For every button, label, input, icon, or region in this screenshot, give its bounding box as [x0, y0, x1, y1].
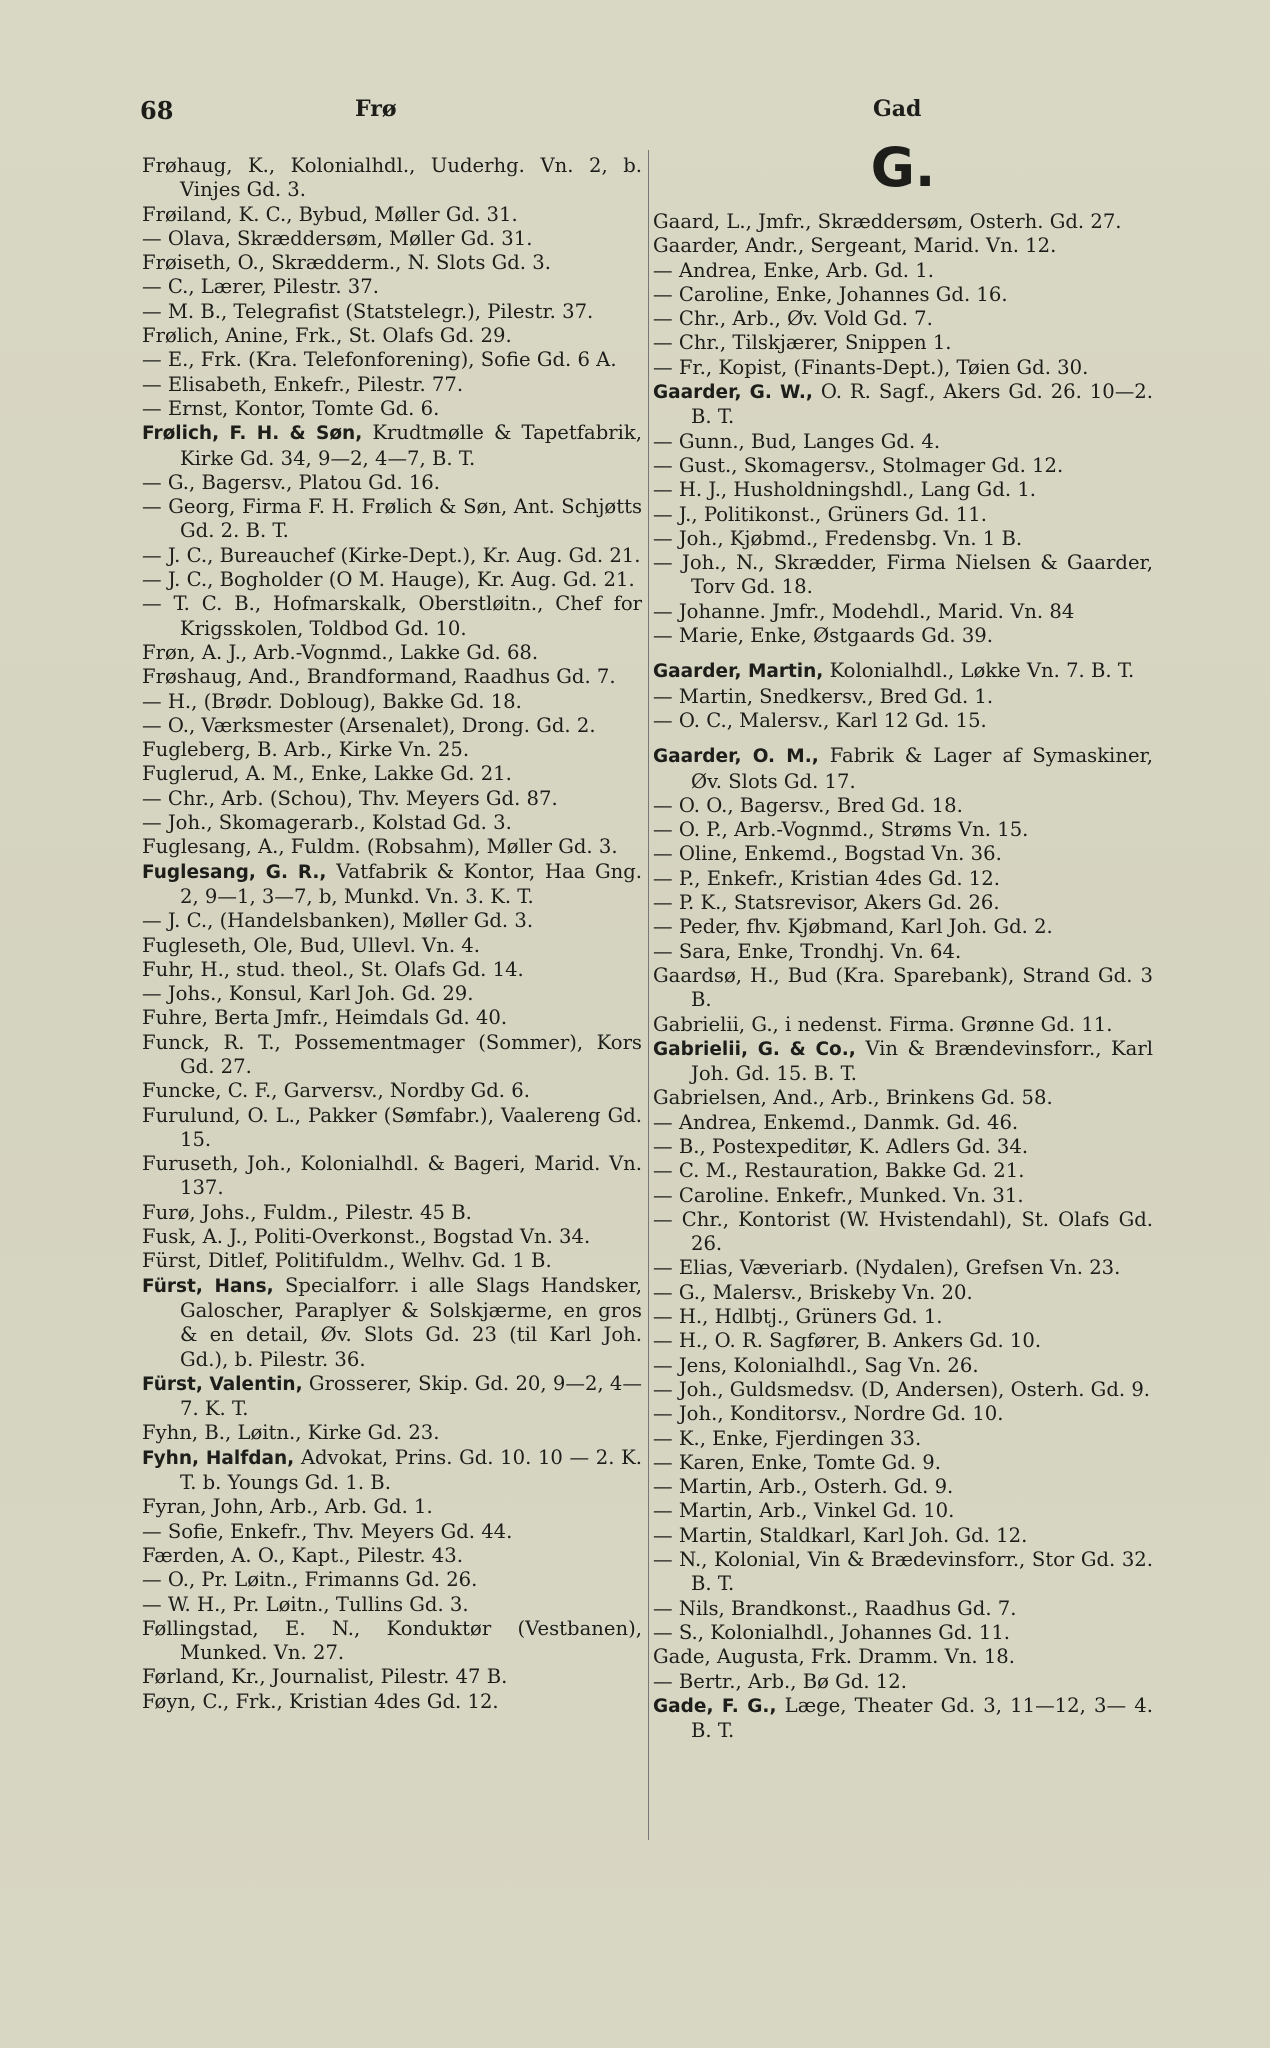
right-column [653, 132, 1153, 1743]
entry-text: — Caroline. Enkefr., Munked. Vn. 31. [653, 1183, 1024, 1207]
directory-entry [142, 1421, 642, 1445]
directory-entry [142, 495, 642, 544]
directory-entry [653, 659, 1153, 684]
directory-entry [653, 1184, 1153, 1208]
directory-entry [653, 331, 1153, 355]
directory-entry [142, 1568, 642, 1592]
directory-entry [142, 1665, 642, 1689]
entry-text: — Sara, Enke, Trondhj. Vn. 64. [653, 939, 962, 963]
directory-entry [653, 234, 1153, 258]
directory-entry [142, 568, 642, 592]
directory-entry [653, 867, 1153, 891]
directory-entry [142, 787, 642, 811]
entry-text: — K., Enke, Fjerdingen 33. [653, 1426, 922, 1450]
entry-text: — G., Malersv., Briskeby Vn. 20. [653, 1280, 973, 1304]
directory-entry [653, 1135, 1153, 1159]
directory-entry [142, 1006, 642, 1030]
entry-text: — Fr., Kopist, (Finants-Dept.), Tøien Gd. 30. [653, 355, 1089, 379]
entry-text: Fuhre, Berta Jmfr., Heimdals Gd. 40. [142, 1006, 508, 1030]
entry-text: Frøiland, K. C., Bybud, Møller Gd. 31. [142, 202, 518, 226]
entry-text: Fabrik & Lager af Symaskiner, Øv. Slots Gd. 17. [691, 744, 1153, 793]
directory-entry [142, 1225, 642, 1249]
directory-entry [653, 915, 1153, 939]
entry-text: Fuglesang, A., Fuldm. (Robsahm), Møller Gd. 3. [142, 835, 618, 859]
entry-text: — J. C., Bogholder (O M. Hauge), Kr. Aug. Gd. 21. [142, 568, 635, 592]
directory-entry [653, 503, 1153, 527]
entry-text: — Andrea, Enke, Arb. Gd. 1. [653, 258, 934, 282]
directory-entry [653, 259, 1153, 283]
directory-entry [142, 1152, 642, 1201]
directory-entry [653, 891, 1153, 915]
entry-name-bold: Gabrielii, G. & Co., [653, 1038, 856, 1060]
directory-entry [142, 1274, 642, 1372]
entry-text: O. R. Sagf., Akers Gd. 26. 10—2. B. T. [691, 380, 1153, 429]
entry-name-bold: Fürst, Hans, [142, 1275, 274, 1297]
directory-entry [653, 1548, 1153, 1597]
directory-entry [653, 1329, 1153, 1353]
entry-text: Specialforr. i alle Slags Handsker, Galoscher, Paraplyer & Solskjærme, en gros & en detail, Øv. Slots Gd. 23 (til Karl Joh. Gd.), b. Pilestr. 36. [180, 1273, 642, 1371]
directory-entry [142, 690, 642, 714]
entry-text: Gaardsø, H., Bud (Kra. Sparebank), Strand Gd. 3 B. [653, 963, 1153, 1012]
entry-text: Kolonialhdl., Løkke Vn. 7. B. T. [823, 659, 1135, 683]
entry-text: — Martin, Staldkarl, Karl Joh. Gd. 12. [653, 1523, 1028, 1547]
directory-entry [653, 454, 1153, 478]
entry-text: — M. B., Telegrafist (Statstelegr.), Pilestr. 37. [142, 299, 594, 323]
directory-entry [142, 154, 642, 203]
entry-text: Færden, A. O., Kapt., Pilestr. 43. [142, 1543, 463, 1567]
entry-text: — P. K., Statsrevisor, Akers Gd. 26. [653, 891, 1000, 915]
entry-text: — Ernst, Kontor, Tomte Gd. 6. [142, 396, 440, 420]
directory-entry [142, 544, 642, 568]
directory-entry [653, 1208, 1153, 1257]
entry-text: — S., Kolonialhdl., Johannes Gd. 11. [653, 1620, 1011, 1644]
directory-entry [142, 275, 642, 299]
directory-entry [142, 1446, 642, 1496]
directory-entry [653, 818, 1153, 842]
directory-entry [142, 397, 642, 421]
entry-text: — Jens, Kolonialhdl., Sag Vn. 26. [653, 1353, 979, 1377]
entry-text: Funcke, C. F., Garversv., Nordby Gd. 6. [142, 1079, 530, 1103]
entry-name-bold: Gade, F. G., [653, 1695, 777, 1717]
directory-entry [142, 714, 642, 738]
left-guide-word: Frø [355, 96, 397, 122]
directory-entry [653, 527, 1153, 551]
entry-text: — O. P., Arb.-Vognmd., Strøms Vn. 15. [653, 818, 1029, 842]
entry-text: — Peder, fhv. Kjøbmand, Karl Joh. Gd. 2. [653, 915, 1053, 939]
directory-entry [653, 1451, 1153, 1475]
directory-entry [142, 348, 642, 372]
left-column [142, 154, 642, 1714]
directory-entry [142, 1520, 642, 1544]
directory-entry [653, 940, 1153, 964]
entry-text: Fugleseth, Ole, Bud, Ullevl. Vn. 4. [142, 933, 480, 957]
column-divider [648, 150, 649, 1840]
directory-entry [653, 283, 1153, 307]
entry-text: Fuglerud, A. M., Enke, Lakke Gd. 21. [142, 762, 512, 786]
entry-text: — Elias, Væveriarb. (Nydalen), Grefsen Vn. 23. [653, 1256, 1121, 1280]
entry-text: — Martin, Snedkersv., Bred Gd. 1. [653, 684, 994, 708]
entry-text: Frøhaug, K., Kolonialhdl., Uuderhg. Vn. 2, b. Vinjes Gd. 3. [142, 154, 642, 202]
entry-text: — C., Lærer, Pilestr. 37. [142, 275, 379, 299]
entry-text: Grosserer, Skip. Gd. 20, 9—2, 4—7. K. T. [180, 1371, 642, 1421]
directory-entry [653, 964, 1153, 1013]
entry-text: — Georg, Firma F. H. Frølich & Søn, Ant. Schjøtts Gd. 2. B. T. [142, 495, 642, 543]
entry-text: — N., Kolonial, Vin & Brædevinsforr., Stor Gd. 32. B. T. [653, 1548, 1153, 1596]
directory-entry [653, 1354, 1153, 1378]
directory-entry [653, 685, 1153, 709]
section-letter: G. [870, 136, 936, 199]
directory-entry [653, 1670, 1153, 1694]
directory-entry [653, 1475, 1153, 1499]
entry-text: — H. J., Husholdningshdl., Lang Gd. 1. [653, 478, 1037, 502]
directory-entry [142, 738, 642, 762]
entry-text: — B., Postexpeditør, K. Adlers Gd. 34. [653, 1134, 1029, 1158]
entry-text: — H., Hdlbtj., Grüners Gd. 1. [653, 1305, 943, 1329]
entry-text: — Karen, Enke, Tomte Gd. 9. [653, 1450, 941, 1474]
entry-text: — P., Enkefr., Kristian 4des Gd. 12. [653, 866, 1000, 890]
right-guide-word: Gad [873, 96, 922, 122]
directory-entry [653, 1256, 1153, 1280]
directory-entry [142, 811, 642, 835]
entry-text: — Bertr., Arb., Bø Gd. 12. [653, 1669, 907, 1693]
entry-text: — H., (Brødr. Dobloug), Bakke Gd. 18. [142, 689, 522, 713]
directory-entry [142, 1079, 642, 1103]
entry-text: — Johs., Konsul, Karl Joh. Gd. 29. [142, 982, 474, 1006]
entry-text: — Andrea, Enkemd., Danmk. Gd. 46. [653, 1110, 1019, 1134]
directory-entry [142, 373, 642, 397]
directory-entry [653, 1499, 1153, 1523]
entry-text: Gabrielsen, And., Arb., Brinkens Gd. 58. [653, 1086, 1053, 1110]
directory-entry [142, 324, 642, 348]
entry-name-bold: Fuglesang, G. R., [142, 861, 327, 883]
entry-text: Gaarder, Andr., Sergeant, Marid. Vn. 12. [653, 234, 1057, 258]
directory-entry [653, 430, 1153, 454]
directory-entry [653, 794, 1153, 818]
directory-entry [142, 958, 642, 982]
directory-entry [653, 709, 1153, 733]
page-number: 68 [140, 96, 174, 125]
directory-entry [653, 1305, 1153, 1329]
entry-text: — Gust., Skomagersv., Stolmager Gd. 12. [653, 453, 1064, 477]
entry-text: — Johanne. Jmfr., Modehdl., Marid. Vn. 84 [653, 599, 1075, 623]
entry-text: Gaard, L., Jmfr., Skræddersøm, Osterh. Gd. 27. [653, 210, 1122, 233]
directory-entry [653, 478, 1153, 502]
entry-text: — Sofie, Enkefr., Thv. Meyers Gd. 44. [142, 1519, 513, 1543]
entry-text: — Joh., Guldsmedsv. (D, Andersen), Osterh. Gd. 9. [653, 1377, 1151, 1401]
directory-entry [653, 1645, 1153, 1669]
directory-entry [142, 1201, 642, 1225]
directory-entry [142, 641, 642, 665]
directory-entry [653, 1037, 1153, 1087]
entry-name-bold: Fürst, Valentin, [142, 1373, 303, 1395]
directory-entry [653, 842, 1153, 866]
entry-text: — T. C. B., Hofmarskalk, Oberstløitn., Chef for Krigsskolen, Toldbod Gd. 10. [142, 592, 642, 640]
directory-entry [142, 592, 642, 641]
entry-text: — H., O. R. Sagfører, B. Ankers Gd. 10. [653, 1329, 1042, 1353]
directory-entry [653, 624, 1153, 648]
entry-text: Vin & Brændevinsforr., Karl Joh. Gd. 15. B. T. [691, 1036, 1153, 1086]
directory-entry [653, 1694, 1153, 1744]
entry-text: Fyran, John, Arb., Arb. Gd. 1. [142, 1495, 433, 1519]
entry-text: Vatfabrik & Kontor, Haa Gng. 2, 9—1, 3—7, b, Munkd. Vn. 3. K. T. [180, 859, 642, 908]
entry-text: Frøiseth, O., Skrædderm., N. Slots Gd. 3. [142, 251, 551, 275]
directory-entry [142, 421, 642, 471]
directory-entry [142, 1495, 642, 1519]
directory-entry [142, 1104, 642, 1153]
entry-text: — Martin, Arb., Vinkel Gd. 10. [653, 1499, 955, 1523]
entry-text: Fyhn, B., Løitn., Kirke Gd. 23. [142, 1421, 440, 1445]
entry-text: Gade, Augusta, Frk. Dramm. Vn. 18. [653, 1645, 1015, 1669]
entry-name-bold: Gaarder, O. M., [653, 746, 819, 768]
entry-text: — Joh., N., Skrædder, Firma Nielsen & Gaarder, Torv Gd. 18. [653, 551, 1153, 599]
entry-text: Funck, R. T., Possementmager (Sommer), Kors Gd. 27. [142, 1030, 642, 1078]
entry-text: — Joh., Kjøbmd., Fredensbg. Vn. 1 B. [653, 526, 1023, 550]
directory-entry [653, 1402, 1153, 1426]
entry-text: Frøn, A. J., Arb.-Vognmd., Lakke Gd. 68. [142, 640, 539, 664]
directory-entry [142, 1690, 642, 1714]
directory-entry [142, 1544, 642, 1568]
entry-text: — Martin, Arb., Osterh. Gd. 9. [653, 1475, 954, 1499]
entry-name-bold: Gaarder, Martin, [653, 661, 824, 683]
entry-text: — J. C., Bureauchef (Kirke-Dept.), Kr. Aug. Gd. 21. [142, 543, 641, 567]
directory-entry [142, 835, 642, 859]
entry-text: Læge, Theater Gd. 3, 11—12, 3— 4. B. T. [691, 1693, 1153, 1743]
entry-text: — O., Værksmester (Arsenalet), Drong. Gd. 2. [142, 713, 596, 737]
entry-text: Gabrielii, G., i nedenst. Firma. Grønne Gd. 11. [653, 1012, 1113, 1036]
entry-text: Fürst, Ditlef, Politifuldm., Welhv. Gd. 1 B. [142, 1249, 552, 1273]
entry-text: — W. H., Pr. Løitn., Tullins Gd. 3. [142, 1592, 469, 1616]
directory-entry [142, 1372, 642, 1422]
entry-text: — J. C., (Handelsbanken), Møller Gd. 3. [142, 909, 534, 933]
entry-text: — Nils, Brandkonst., Raadhus Gd. 7. [653, 1596, 1017, 1620]
directory-entry [142, 762, 642, 786]
entry-text: Furulund, O. L., Pakker (Sømfabr.), Vaalereng Gd. 15. [142, 1103, 642, 1151]
entry-text: — Joh., Skomagerarb., Kolstad Gd. 3. [142, 811, 512, 835]
entry-text: — O. C., Malersv., Karl 12 Gd. 15. [653, 708, 987, 732]
entry-text: Føllingstad, E. N., Konduktør (Vestbanen), Munked. Vn. 27. [142, 1616, 642, 1665]
directory-entry [653, 600, 1153, 624]
entry-text: — Elisabeth, Enkefr., Pilestr. 77. [142, 372, 464, 396]
entry-text: — Chr., Arb. (Schou), Thv. Meyers Gd. 87. [142, 786, 558, 810]
directory-entry [653, 1086, 1153, 1110]
directory-entry [142, 300, 642, 324]
directory-entry [653, 1281, 1153, 1305]
directory-entry [142, 665, 642, 689]
entry-text: — Joh., Konditorsv., Nordre Gd. 10. [653, 1402, 1004, 1426]
directory-entry [142, 471, 642, 495]
directory-entry [142, 1249, 642, 1273]
entry-text: — Chr., Tilskjærer, Snippen 1. [653, 331, 952, 355]
directory-entry [653, 744, 1153, 794]
entry-text: — O., Pr. Løitn., Frimanns Gd. 26. [142, 1568, 478, 1592]
directory-entry [142, 1593, 642, 1617]
right-column-entries [653, 210, 1153, 1743]
directory-entry [142, 1031, 642, 1080]
entry-text: Føyn, C., Frk., Kristian 4des Gd. 12. [142, 1689, 499, 1713]
entry-text: Frøshaug, And., Brandformand, Raadhus Gd. 7. [142, 665, 616, 689]
directory-entry [653, 551, 1153, 600]
entry-text: — E., Frk. (Kra. Telefonforening), Sofie Gd. 6 A. [142, 348, 617, 372]
directory-entry [653, 1597, 1153, 1621]
directory-entry [653, 307, 1153, 331]
entry-text: — Chr., Arb., Øv. Vold Gd. 7. [653, 307, 933, 331]
entry-text: Førland, Kr., Journalist, Pilestr. 47 B. [142, 1665, 508, 1689]
directory-entry [142, 934, 642, 958]
directory-entry [653, 1378, 1153, 1402]
entry-text: Fugleberg, B. Arb., Kirke Vn. 25. [142, 738, 470, 762]
directory-entry [142, 860, 642, 910]
entry-text: — Gunn., Bud, Langes Gd. 4. [653, 429, 941, 453]
directory-entry [142, 227, 642, 251]
entry-text: — Olava, Skræddersøm, Møller Gd. 31. [142, 226, 533, 250]
entry-text: — O. O., Bagersv., Bred Gd. 18. [653, 793, 963, 817]
directory-entry [653, 1621, 1153, 1645]
entry-text: — G., Bagersv., Platou Gd. 16. [142, 470, 440, 494]
directory-entry [142, 251, 642, 275]
entry-text: Fusk, A. J., Politi-Overkonst., Bogstad Vn. 34. [142, 1225, 591, 1249]
entry-text: — J., Politikonst., Grüners Gd. 11. [653, 502, 987, 526]
entry-text: — Caroline, Enke, Johannes Gd. 16. [653, 282, 1008, 306]
entry-text: Advokat, Prins. Gd. 10. 10 — 2. K. T. b. Youngs Gd. 1. B. [180, 1445, 642, 1495]
entry-text: Fuhr, H., stud. theol., St. Olafs Gd. 14. [142, 957, 524, 981]
directory-entry [653, 356, 1153, 380]
directory-entry [142, 1617, 642, 1666]
entry-text: Frølich, Anine, Frk., St. Olafs Gd. 29. [142, 324, 512, 348]
entry-text: — Marie, Enke, Østgaards Gd. 39. [653, 624, 994, 648]
directory-entry [142, 203, 642, 227]
directory-entry [653, 210, 1153, 234]
directory-entry [653, 1427, 1153, 1451]
entry-text: Furø, Johs., Fuldm., Pilestr. 45 B. [142, 1200, 472, 1224]
entry-text: Krudtmølle & Tapetfabrik, Kirke Gd. 34, 9—2, 4—7, B. T. [180, 421, 642, 470]
directory-entry [142, 909, 642, 933]
entry-text: Furuseth, Joh., Kolonialhdl. & Bageri, Marid. Vn. 137. [142, 1152, 642, 1200]
entry-text: — Oline, Enkemd., Bogstad Vn. 36. [653, 842, 1002, 866]
entry-name-bold: Gaarder, G. W., [653, 382, 813, 404]
directory-entry [653, 1159, 1153, 1183]
directory-entry [653, 1013, 1153, 1037]
directory-entry [142, 982, 642, 1006]
entry-name-bold: Fyhn, Halfdan, [142, 1447, 295, 1469]
directory-entry [653, 380, 1153, 430]
entry-name-bold: Frølich, F. H. & Søn, [142, 423, 363, 445]
entry-text: — Chr., Kontorist (W. Hvistendahl), St. Olafs Gd. 26. [653, 1207, 1153, 1256]
entry-text: — C. M., Restauration, Bakke Gd. 21. [653, 1159, 1025, 1183]
directory-entry [653, 1111, 1153, 1135]
directory-entry [653, 1524, 1153, 1548]
